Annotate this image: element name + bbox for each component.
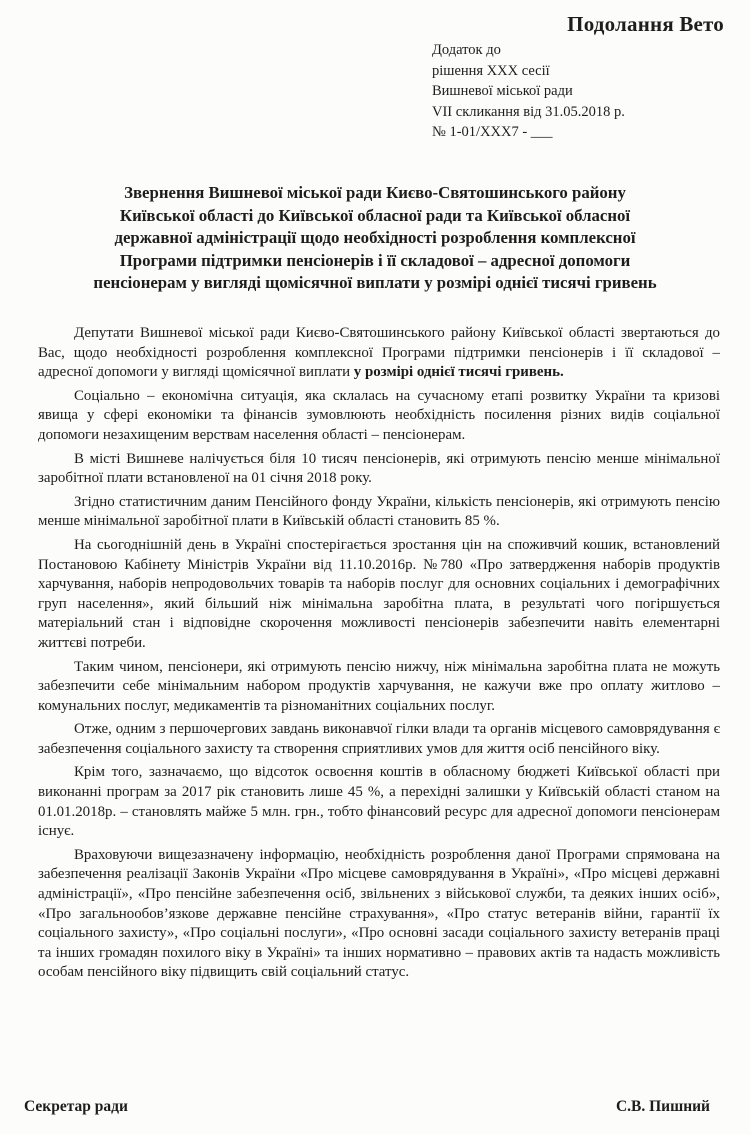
paragraph-vyshneve: В місті Вишневе налічується біля 10 тисяч пенсіонерів, які отримують пенсію менше мінімальної заробітної плати встановленої на 01 січня 2018 року. [38, 450, 720, 487]
title-line: державної адміністрації щодо необхідності розроблення комплексної [114, 228, 636, 247]
paragraph-laws: Враховуючи вищезазначену інформацію, необхідність розроблення даної Програми спрямована на забезпечення реалізації Законів України «Про місцеве самоврядування в Україні», «Про місцеві державні адміністрації», «Про пенсійне забезпечення осіб, звільнених з військової служби, та деяких інших осіб», «Про загальнообов’язкове державне пенсійне страхування», «Про статус ветеранів війни, гарантії їх соціального захисту», «Про соціальні послуги», «Про основні засади соціального захисту ветеранів праці та інших громадян похилого віку в Україні» та інших нормативно – правових актів та надасть можливість особам пенсійного віку підвищить свій соціальний статус. [38, 846, 720, 981]
paragraph-prices: На сьогоднішній день в Україні спостерігається зростання цін на споживчий кошик, встановлений Постановою Кабінету Міністрів України від 11.10.2016р. №780 «Про затвердження наборів продуктів харчування, наборів непродовольчих товарів та наборів послуг для основних соціальних і демографічних груп населення», який більший ніж мінімальна заробітна плата, в результаті чого погіршується матеріальний стан і відповідне скорочення можливості пенсіонерів забезпечити навіть елементарні життєві потреби. [38, 536, 720, 651]
paragraph-statistics: Згідно статистичним даним Пенсійного фонду України, кількість пенсіонерів, які отримують пенсію менше мінімальної заробітної плати в Київській області становить 85 %. [38, 493, 720, 530]
document-body [38, 324, 720, 987]
paragraph-appeal-bold: у розмірі однієї тисячі гривень [353, 364, 560, 381]
paragraph-priority: Отже, одним з першочергових завдань виконавчої гілки влади та органів місцевого самоврядування є забезпечення соціального захисту та створення сприятливих умов для життя осіб пенсійного віку. [38, 721, 720, 757]
title-line: Київської області до Київської обласної ради та Київської обласної [119, 205, 631, 225]
paragraph-appeal [38, 324, 720, 383]
veto-override-stamp: Подолання Вето [567, 12, 724, 36]
signature-role: Секретар ради [24, 1098, 128, 1115]
signature-name: С.В. Пишний [615, 1098, 710, 1115]
paragraph-appeal-end: . [559, 364, 564, 381]
paragraph-situation: Соціально – економічна ситуація, яка склалась на сучасному етапі розвитку України та кризові явища у сфері економіки та фінансів зумовлюють необхідність посилення різних видів соціальної допомоги незахищеним верствам населення області – пенсіонерам. [38, 387, 720, 443]
paragraph-appeal-text: Депутати Вишневої міської ради Києво-Святошинського району Київської області звертаються до Вас, щодо необхідності розроблення комплексної Програми підтримки пенсіонерів і її складової – адресної допомоги у вигляді щомісячної виплати [38, 325, 720, 381]
title-line: пенсіонерам у вигляді щомісячної виплати у розмірі однієї тисячі гривень [93, 273, 657, 292]
annex-line: Додаток до [432, 42, 501, 58]
title-line: Звернення Вишневої міської ради Києво-Святошинського району [124, 183, 626, 202]
document-title [30, 182, 720, 295]
annex-line: Вишневої міської ради [432, 83, 573, 99]
title-line: Програми підтримки пенсіонерів і її складової – адресної допомоги [119, 250, 631, 270]
annex-line: VII скликання від 31.05.2018 р. [432, 103, 625, 120]
annex-line: № 1-01/XXX7 - ___ [432, 124, 553, 140]
paragraph-consequences: Таким чином, пенсіонери, які отримують пенсію нижчу, ніж мінімальна заробітна плата не можуть забезпечити себе мінімальним набором продуктів харчування, не кажучи вже про оплату житлово – комунальних послуг, медикаментів та різноманітних соціальних послуг. [38, 658, 720, 714]
annex-line: рішення XXX сесії [432, 62, 550, 79]
paragraph-budget: Крім того, зазначаємо, що відсоток освоєння коштів в обласному бюджеті Київської області при виконанні програм за 2017 рік становить лише 45 %, а перехідні залишки у Київській області станом на 01.01.2018р. – становлять майже 5 млн. грн., тобто фінансовий ресурс для адресної допомоги пенсіонерам існує. [38, 764, 720, 840]
annex-block [432, 40, 625, 143]
